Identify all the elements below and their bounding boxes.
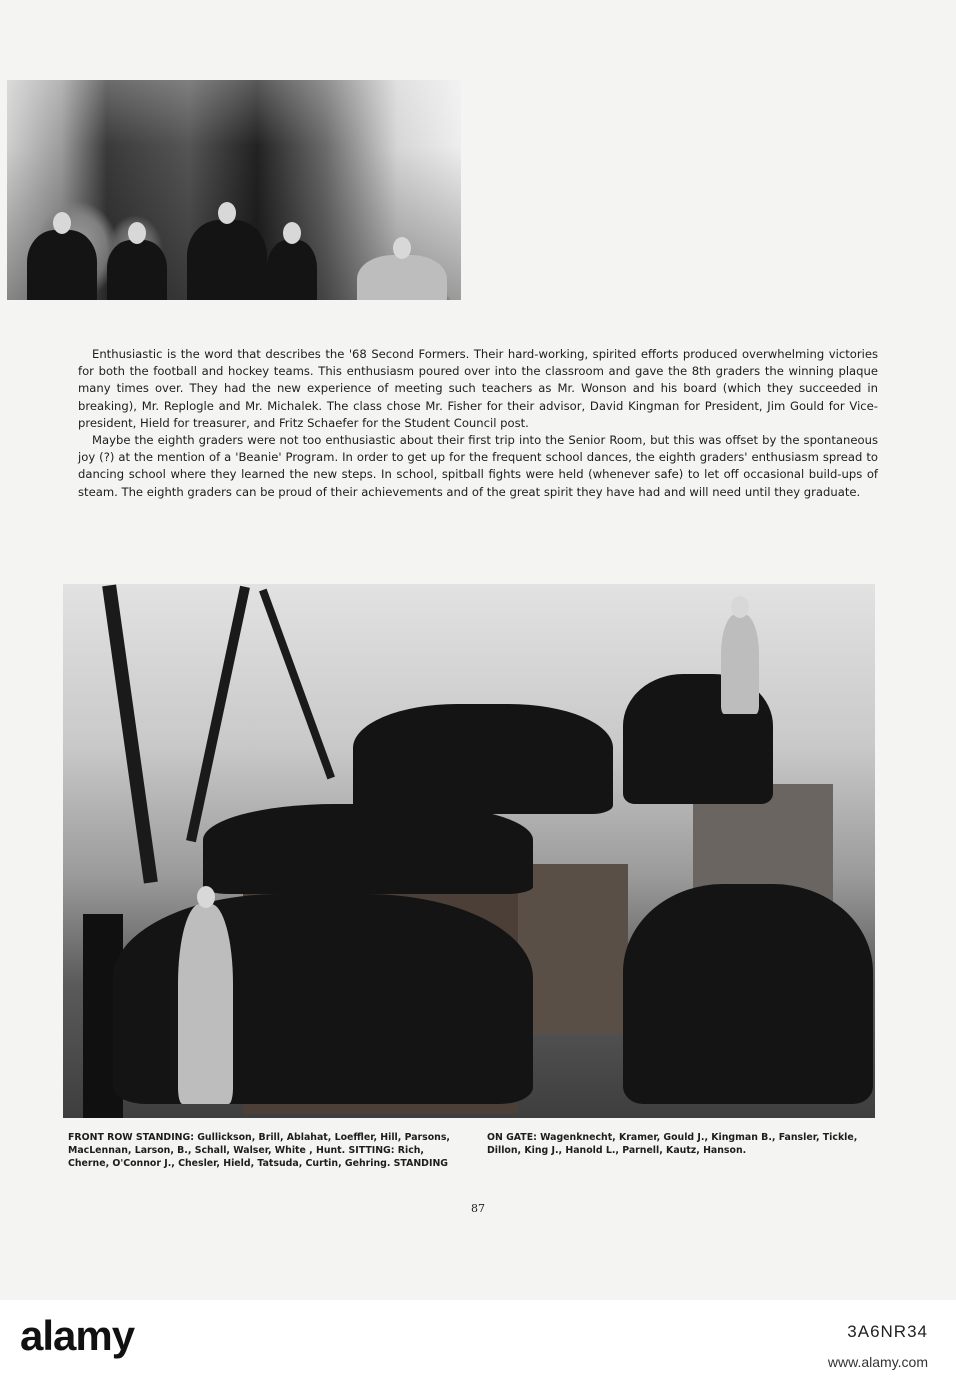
- article-text: [78, 346, 878, 501]
- hallway-photo: [7, 80, 461, 300]
- student-figure: [267, 240, 317, 300]
- caption-on-gate: ON GATE: Wagenknecht, Kramer, Gould J., Kingman B., Fansler, Tickle, Dillon, King J., Hanold L., Parnell, Kautz, Hanson.: [487, 1132, 858, 1157]
- watermark-url: www.alamy.com: [827, 1354, 928, 1370]
- image-id: 3A6NR34: [847, 1322, 928, 1341]
- student-figure: [27, 230, 97, 300]
- paragraph-2: Maybe the eighth graders were not too enthusiastic about their first trip into the Senior Room, but this was offset by the spontaneous joy (?) at the mention of a 'Beanie' Program. In order to get up for the frequent school dances, the eighth graders' enthusiasm spread to dancing school where they learned the new steps. In school, spitball fights were held (whenever safe) to let off occasional build-ups of steam. The eighth graders can be proud of their achievements and of the great spirit they have had and will need until they graduate.: [78, 433, 878, 499]
- tree-trunk: [259, 589, 335, 780]
- sitting-group: [203, 804, 533, 894]
- student-figure: [107, 240, 167, 300]
- watermark-bar: [0, 1300, 956, 1390]
- class-group-photo: [63, 584, 875, 1118]
- student-figure: [178, 904, 233, 1104]
- tree-trunk: [102, 584, 158, 883]
- student-figure: [357, 255, 447, 300]
- caption-front-row: FRONT ROW STANDING: Gullickson, Brill, Ablahat, Loeffler, Hill, Parsons, MacLennan, Larson, B., Schall, Walser, White , Hunt. SITTING: Rich, Cherne, O'Connor J., Chesler, Hield, Tatsuda, Curtin, Gehring. STANDING: [68, 1132, 450, 1170]
- paragraph-1: Enthusiastic is the word that describes the '68 Second Formers. Their hard-working, spirited efforts produced overwhelming victories for both the football and hockey teams. This enthusiasm poured over into the classroom and gave the 8th graders the winning plaque many times over. They had the new experience of meeting such teachers as Mr. Wonson and his board (which they succeeded in breaking), Mr. Replogle and Mr. Michalek. The class chose Mr. Fisher for their advisor, David Kingman for President, Jim Gould for Vice-president, Hield for treasurer, and Fritz Schaefer for the Student Council post.: [78, 347, 878, 430]
- student-figure: [187, 220, 267, 300]
- student-figure: [721, 614, 759, 714]
- front-row-left: [113, 894, 533, 1104]
- front-row-right: [623, 884, 873, 1104]
- stone-gatepost: [518, 864, 628, 1034]
- tree-trunk: [186, 586, 250, 842]
- standing-group-top: [353, 704, 613, 814]
- page-number: 87: [471, 1202, 485, 1215]
- alamy-logo: alamy: [20, 1312, 135, 1359]
